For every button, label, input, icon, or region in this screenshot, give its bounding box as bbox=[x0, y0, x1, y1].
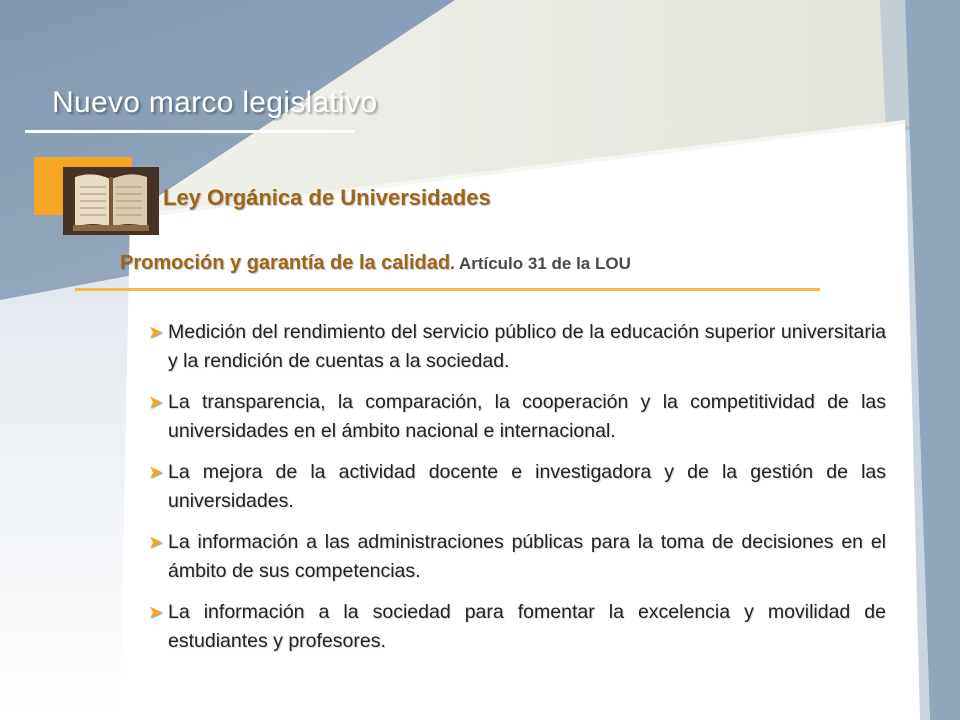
bullet-list bbox=[148, 318, 886, 668]
section-heading-main: Promoción y garantía de la calidad bbox=[120, 252, 451, 274]
list-item bbox=[148, 528, 886, 586]
title-underline bbox=[25, 130, 355, 133]
slide-subtitle: Ley Orgánica de Universidades bbox=[163, 185, 491, 210]
arrow-bullet-icon: ➤ bbox=[148, 602, 164, 622]
section-heading-reference: . Artículo 31 de la LOU bbox=[450, 254, 631, 273]
list-item bbox=[148, 318, 886, 376]
section-heading bbox=[120, 252, 631, 275]
bullet-text: La mejora de la actividad docente e investigadora y de la gestión de las universidades. bbox=[168, 461, 886, 512]
list-item bbox=[148, 388, 886, 446]
bullet-text: La transparencia, la comparación, la cooperación y la competitividad de las universidades en el ámbito nacional e internacional. bbox=[168, 391, 886, 442]
arrow-bullet-icon: ➤ bbox=[148, 532, 164, 552]
open-book-image bbox=[63, 167, 159, 235]
arrow-bullet-icon: ➤ bbox=[148, 392, 164, 412]
book-icon bbox=[63, 167, 159, 235]
slide-title: Nuevo marco legislativo bbox=[52, 86, 378, 119]
bullet-text: La información a la sociedad para fomentar la excelencia y movilidad de estudiantes y profesores. bbox=[168, 601, 886, 652]
arrow-bullet-icon: ➤ bbox=[148, 462, 164, 482]
section-underline bbox=[75, 288, 820, 291]
list-item bbox=[148, 598, 886, 656]
arrow-bullet-icon: ➤ bbox=[148, 322, 164, 342]
bullet-text: Medición del rendimiento del servicio público de la educación superior universitaria y la rendición de cuentas a la sociedad. bbox=[168, 321, 886, 372]
bullet-text: La información a las administraciones públicas para la toma de decisiones en el ámbito de sus competencias. bbox=[168, 531, 886, 582]
list-item bbox=[148, 458, 886, 516]
